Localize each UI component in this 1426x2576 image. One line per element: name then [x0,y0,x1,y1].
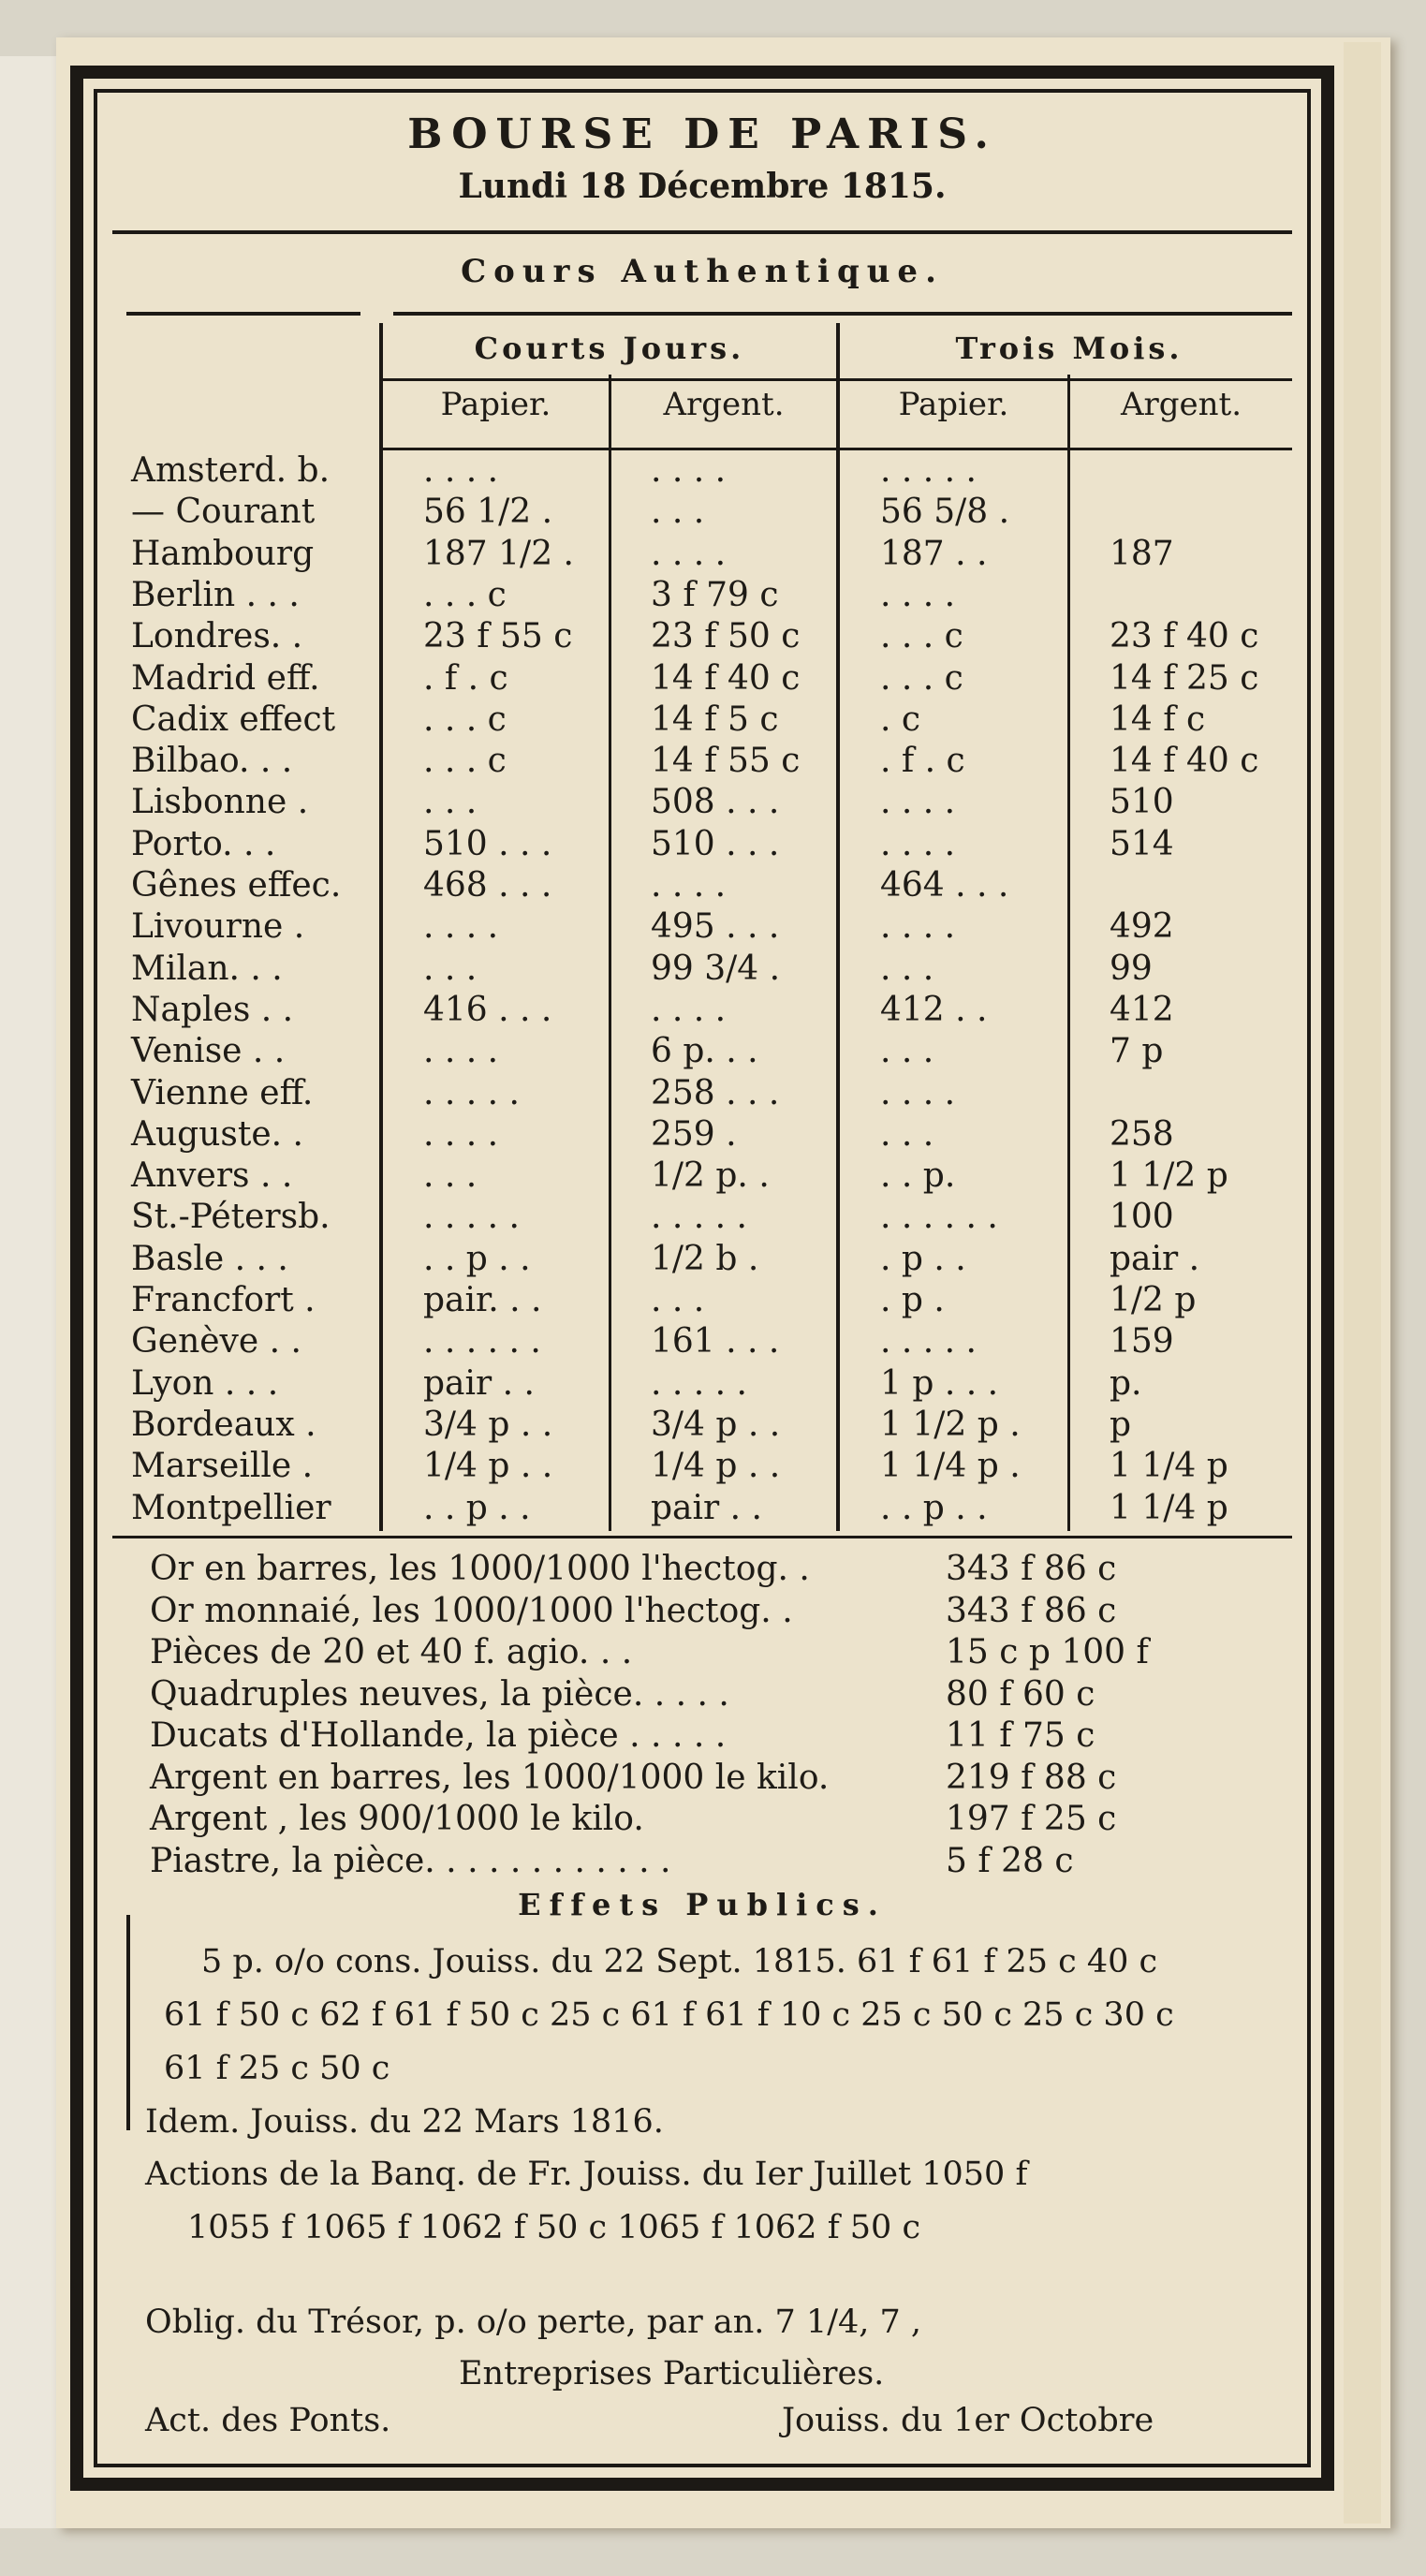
cell-cj-papier: . . . . . [423,1198,520,1237]
cell-tm-papier: . . . c [880,658,963,698]
cell-cj-papier: 416 . . . [423,990,552,1029]
cell-cj-papier: 510 . . . [423,824,552,863]
cell-tm-argent: p [1110,1405,1132,1444]
cell-tm-papier: . . . [880,1114,934,1154]
cell-cj-papier: . . p . . [423,1488,531,1527]
effets-line-1: 5 p. o/o cons. Jouiss. du 22 Sept. 1815. 61 f 61 f 25 c 40 c [201,1943,1158,1980]
effets-line-3: 61 f 25 c 50 c [164,2050,390,2087]
cell-place: St.-Pétersb. [131,1198,331,1237]
cell-tm-papier: . . . [880,949,934,988]
cell-cj-papier: pair . . [423,1363,536,1403]
page-date: Lundi 18 Décembre 1815. [458,167,947,206]
cell-cj-argent: 3 f 79 c [651,575,779,614]
cell-place: Francfort . [131,1281,316,1319]
cell-tm-argent: 14 f c [1110,699,1206,739]
cell-tm-argent: 514 [1110,824,1174,863]
cell-tm-papier: . . . . . [880,1322,977,1362]
metal-price: 5 f 28 c [946,1841,1074,1880]
cell-tm-argent: 1 1/4 p [1110,1488,1228,1527]
cell-cj-papier: . . . . . [423,1073,520,1112]
cell-cj-argent: 6 p. . . [651,1032,758,1071]
cell-cj-papier: . . . c [423,699,507,739]
cell-cj-papier: 468 . . . [423,866,552,905]
section-title: Cours Authentique. [461,253,944,290]
cell-tm-argent: 1 1/4 p [1110,1447,1228,1486]
cell-tm-papier: . . . . . [880,451,977,490]
cell-cj-argent: . . . [651,1281,705,1319]
cell-tm-papier: . . . c [880,617,963,656]
cell-place: Basle . . . [131,1239,288,1278]
cell-cj-papier: . f . c [423,658,508,698]
cell-tm-argent: 510 [1110,783,1174,822]
cell-tm-papier: 412 . . [880,990,988,1029]
cell-cj-papier: 56 1/2 . [423,493,553,532]
cell-place: Anvers . . [131,1156,293,1196]
cell-place: Montpellier [131,1488,331,1527]
cell-cj-argent: . . . . [651,866,727,905]
metal-label: Piastre, la pièce. . . . . . . . . . . . [150,1841,671,1880]
cell-cj-argent: . . . . [651,534,727,573]
effets-line-2: 61 f 50 c 62 f 61 f 50 c 25 c 61 f 61 f 10 c 25 c 50 c 25 c 30 c [164,1996,1174,2034]
cell-cj-papier: . . . . [423,451,499,490]
cell-cj-argent: . . . . . [651,1363,747,1403]
cell-cj-argent: 14 f 5 c [651,699,779,739]
cell-tm-argent: p. [1110,1363,1142,1403]
cell-tm-papier: 56 5/8 . [880,493,1010,532]
cell-cj-papier: pair. . . [423,1281,542,1319]
cell-cj-papier: . . . [423,1156,478,1196]
cell-tm-papier: 187 . . [880,534,988,573]
cell-place: Porto. . . [131,824,276,863]
metal-label: Quadruples neuves, la pièce. . . . . [150,1674,729,1714]
header-divider [112,230,1292,234]
cell-tm-argent: 412 [1110,990,1174,1029]
metal-price: 343 f 86 c [946,1591,1117,1630]
metal-price: 219 f 88 c [946,1758,1117,1797]
cell-cj-papier: . . . . [423,907,499,947]
cell-place: Madrid eff. [131,658,320,698]
cell-tm-argent: 492 [1110,907,1174,947]
cell-tm-argent: 100 [1110,1198,1174,1237]
cell-tm-papier: 464 . . . [880,866,1009,905]
cell-tm-papier: . . p. [880,1156,956,1196]
cell-cj-argent: pair . . [651,1488,763,1527]
cell-cj-papier: . . p . . [423,1239,531,1278]
cell-place: Vienne eff. [131,1073,314,1112]
cell-cj-argent: 3/4 p . . [651,1405,781,1444]
effets-line-4: Idem. Jouiss. du 22 Mars 1816. [145,2103,664,2141]
metal-price: 11 f 75 c [946,1716,1095,1755]
cell-tm-papier: . . . . [880,575,956,614]
col-divider-2 [609,375,611,1531]
cell-cj-argent: 508 . . . [651,783,780,822]
cell-cj-argent: . . . . [651,990,727,1029]
cell-cj-argent: 14 f 55 c [651,742,801,781]
cell-place: Londres. . [131,617,303,656]
cell-place: Lyon . . . [131,1363,279,1403]
metals-divider [112,1536,1292,1538]
cell-tm-argent: 1 1/2 p [1110,1156,1228,1196]
cell-place: Auguste. . [131,1114,303,1154]
cell-place: Berlin . . . [131,575,300,614]
cell-tm-papier: 1 1/2 p . [880,1405,1021,1444]
metal-label: Or monnaié, les 1000/1000 l'hectog. . [150,1591,793,1630]
cell-place: Lisbonne . [131,783,309,822]
cell-place: Hambourg [131,534,315,573]
metal-price: 80 f 60 c [946,1674,1095,1714]
cell-place: Milan. . . [131,949,283,988]
cell-place: Bilbao. . . [131,742,293,781]
cell-tm-argent: 7 p [1110,1032,1164,1071]
subheader-tm-papier: Papier. [898,386,1009,423]
group-rule-1 [383,378,836,381]
cell-cj-argent: 495 . . . [651,907,780,947]
cell-cj-argent: 1/2 p. . [651,1156,770,1196]
cell-tm-argent: 23 f 40 c [1110,617,1259,656]
cell-place: Naples . . [131,990,294,1029]
metal-label: Or en barres, les 1000/1000 l'hectog. . [150,1550,810,1588]
group-header-courts-jours: Courts Jours. [474,331,745,366]
effets-left-bar [126,1915,130,2130]
page-title: BOURSE DE PARIS. [407,110,997,158]
subheader-rule [383,448,1292,450]
cell-place: Livourne . [131,907,305,947]
metal-label: Argent en barres, les 1000/1000 le kilo. [150,1758,830,1797]
cell-cj-argent: 1/2 b . [651,1239,759,1278]
cell-place: Gênes effec. [131,866,342,905]
cell-cj-papier: . . . . [423,1032,499,1071]
cell-tm-papier: . . p . . [880,1488,988,1527]
cell-tm-papier: . . . [880,1032,934,1071]
cell-tm-papier: . . . . [880,783,956,822]
cell-cj-papier: . . . c [423,575,507,614]
metal-label: Argent , les 900/1000 le kilo. [150,1800,644,1838]
cell-cj-papier: 187 1/2 . [423,534,574,573]
cell-tm-argent: 258 [1110,1114,1174,1154]
cell-place: Amsterd. b. [131,451,331,490]
cell-cj-argent: . . . [651,493,705,532]
cell-cj-argent: 259 . [651,1114,737,1154]
metal-label: Pièces de 20 et 40 f. agio. . . [150,1633,633,1671]
subheader-cj-argent: Argent. [663,386,785,423]
cell-place: Venise . . [131,1032,286,1071]
cell-tm-argent: 159 [1110,1322,1174,1362]
cell-cj-papier: 3/4 p . . [423,1405,553,1444]
cell-cj-papier: 1/4 p . . [423,1447,553,1486]
group-header-trois-mois: Trois Mois. [955,331,1183,366]
cell-cj-argent: . . . . [651,451,727,490]
section-rule-left [126,312,360,316]
paper-edge [1344,42,1381,2524]
metal-price: 343 f 86 c [946,1550,1117,1588]
cell-cj-argent: . . . . . [651,1198,747,1237]
cell-cj-papier: 23 f 55 c [423,617,573,656]
effets-line-5: Actions de la Banq. de Fr. Jouiss. du Ier Juillet 1050 f [145,2156,1028,2193]
cell-cj-papier: . . . [423,783,478,822]
effets-line-7: Oblig. du Trésor, p. o/o perte, par an. 7 1/4, 7 , [145,2304,922,2341]
metal-label: Ducats d'Hollande, la pièce . . . . . [150,1716,727,1755]
cell-cj-argent: 14 f 40 c [651,658,801,698]
metal-price: 15 c p 100 f [946,1633,1149,1671]
subheader-tm-argent: Argent. [1120,386,1242,423]
cell-tm-argent: 187 [1110,534,1174,573]
col-divider-4 [1067,375,1070,1531]
cell-cj-argent: 1/4 p . . [651,1447,781,1486]
cell-tm-papier: . . . . [880,824,956,863]
cell-cj-argent: 161 . . . [651,1322,780,1362]
cell-tm-argent: 1/2 p [1110,1281,1197,1319]
cell-cj-argent: 258 . . . [651,1073,780,1112]
col-divider-3 [836,323,840,1531]
cell-tm-papier: . p . [880,1281,945,1319]
effets-line-9-left: Act. des Ponts. [145,2402,391,2439]
cell-tm-papier: . c [880,699,921,739]
cell-place: Genève . . [131,1322,301,1362]
cell-cj-papier: . . . . [423,1114,499,1154]
effets-line-6: 1055 f 1065 f 1062 f 50 c 1065 f 1062 f 50 c [187,2209,921,2246]
cell-place: Bordeaux . [131,1405,316,1444]
cell-tm-papier: . . . . [880,1073,956,1112]
subheader-cj-papier: Papier. [440,386,551,423]
cell-tm-papier: 1 1/4 p . [880,1447,1021,1486]
cell-tm-argent: 14 f 25 c [1110,658,1259,698]
cell-cj-papier: . . . . . . [423,1322,541,1362]
cell-tm-papier: 1 p . . . [880,1363,999,1403]
cell-place: — Courant [131,493,316,532]
effets-heading: Effets Publics. [518,1887,887,1922]
cell-tm-papier: . p . . [880,1239,966,1278]
section-rule-right [393,312,1292,316]
cell-place: Marseille . [131,1447,314,1486]
cell-cj-papier: . . . [423,949,478,988]
cell-cj-argent: 23 f 50 c [651,617,801,656]
cell-tm-argent: 14 f 40 c [1110,742,1259,781]
cell-cj-argent: 510 . . . [651,824,780,863]
cell-place: Cadix effect [131,699,336,739]
cell-tm-papier: . . . . . . [880,1198,998,1237]
cell-tm-papier: . f . c [880,742,965,781]
effets-line-8: Entreprises Particulières. [459,2355,885,2392]
cell-tm-argent: 99 [1110,949,1153,988]
effets-line-9-right: Jouiss. du 1er Octobre [782,2402,1154,2439]
cell-cj-argent: 99 3/4 . [651,949,781,988]
cell-tm-argent: pair . [1110,1239,1200,1278]
col-divider-1 [379,323,383,1531]
metal-price: 197 f 25 c [946,1800,1117,1838]
cell-cj-papier: . . . c [423,742,507,781]
group-rule-2 [840,378,1292,381]
cell-tm-papier: . . . . [880,907,956,947]
